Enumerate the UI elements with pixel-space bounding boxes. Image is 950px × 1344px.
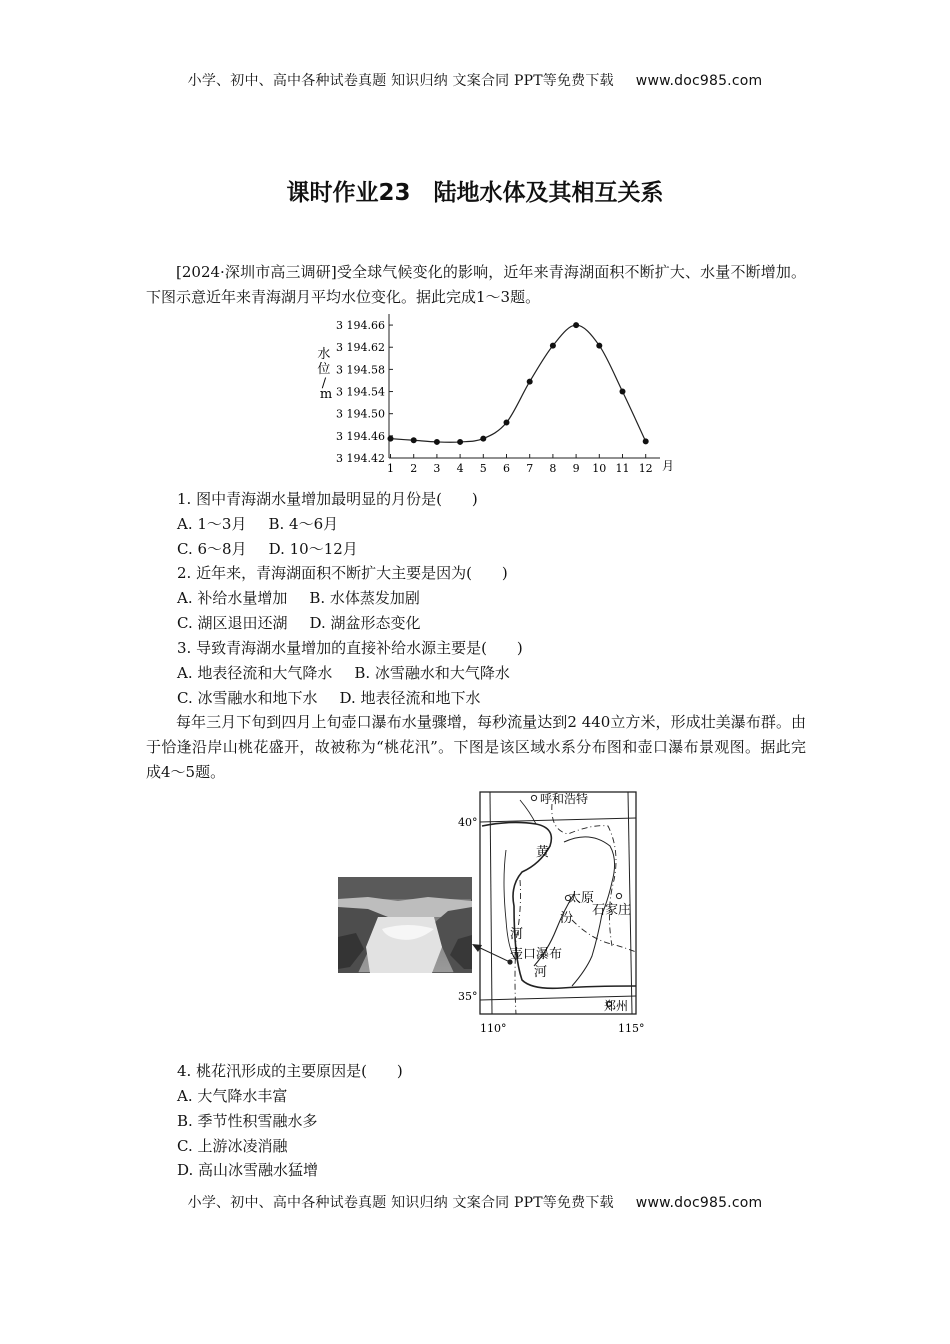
hukou-falls-label: 壶口瀑布 bbox=[510, 947, 563, 962]
q3-option-c[interactable]: C. 冰雪融水和地下水 bbox=[177, 689, 318, 707]
river-label-huang: 黄 bbox=[536, 845, 550, 860]
x-tick-label: 5 bbox=[479, 462, 487, 475]
q3-option-d[interactable]: D. 地表径流和地下水 bbox=[339, 689, 481, 707]
y-tick-label: 3 194.46 bbox=[336, 429, 385, 443]
data-points bbox=[388, 322, 649, 445]
x-tick-label: 1 bbox=[387, 462, 394, 475]
data-point bbox=[411, 437, 417, 443]
x-tick-label: 10 bbox=[592, 462, 607, 475]
footer-site[interactable]: www.doc985.com bbox=[635, 1195, 763, 1211]
x-tick-label: 8 bbox=[549, 462, 557, 475]
q3-options-row1 bbox=[177, 662, 510, 683]
q1-option-b[interactable]: B. 4～6月 bbox=[268, 515, 339, 533]
y-tick-label: 3 194.66 bbox=[336, 319, 385, 333]
city-label-hohhot: 呼和浩特 bbox=[540, 792, 589, 806]
q1-options-row2 bbox=[177, 538, 358, 559]
q4-option-d[interactable]: D. 高山冰雪融水猛增 bbox=[177, 1161, 319, 1179]
y-tick-label: 3 194.54 bbox=[336, 385, 385, 399]
x-tick-label: 2 bbox=[410, 462, 418, 475]
river-label-he-1: 河 bbox=[510, 927, 524, 942]
q1-option-c[interactable]: C. 6～8月 bbox=[177, 540, 247, 558]
q4-option-b[interactable]: B. 季节性积雪融水多 bbox=[177, 1112, 318, 1130]
q4-option-a[interactable]: A. 大气降水丰富 bbox=[177, 1087, 288, 1105]
q3-stem: 3. 导致青海湖水量增加的直接补给水源主要是( ) bbox=[177, 639, 523, 657]
lon-110-label: 110° bbox=[480, 1022, 507, 1035]
intro-paragraph-1: [2024·深圳市高三调研]受全球气候变化的影响，近年来青海湖面积不断扩大、水量不断增加。下图示意近年来青海湖月平均水位变化。据此完成1～3题。 bbox=[146, 263, 806, 306]
lat-40-label: 40° bbox=[458, 816, 478, 829]
q2-option-b[interactable]: B. 水体蒸发加剧 bbox=[309, 589, 420, 607]
river-system-map bbox=[452, 790, 652, 1035]
q3-option-b[interactable]: B. 冰雪融水和大气降水 bbox=[354, 664, 510, 682]
pointer-arrow bbox=[470, 940, 516, 966]
city-hohhot bbox=[531, 795, 536, 800]
ylabel-char-4: m bbox=[319, 387, 333, 402]
q1-options-row1 bbox=[177, 513, 338, 534]
q2-stem: 2. 近年来，青海湖面积不断扩大主要是因为( ) bbox=[177, 564, 508, 582]
city-shijiazhuang bbox=[616, 893, 621, 898]
data-point bbox=[434, 439, 440, 445]
y-tick-label: 3 194.62 bbox=[336, 341, 385, 355]
ylabel-char-1: 水 bbox=[317, 347, 331, 362]
q2-option-c[interactable]: C. 湖区退田还湖 bbox=[177, 614, 288, 632]
y-tick-label: 3 194.50 bbox=[336, 407, 385, 421]
lon-115-label: 115° bbox=[618, 1022, 645, 1035]
q1-option-d[interactable]: D. 10～12月 bbox=[268, 540, 358, 558]
q1-stem: 1. 图中青海湖水量增加最明显的月份是( ) bbox=[177, 490, 478, 508]
data-point bbox=[596, 343, 602, 349]
y-tick-label: 3 194.42 bbox=[336, 452, 385, 465]
city-label-shijiazhuang: 石家庄 bbox=[592, 903, 632, 918]
header-site[interactable]: www.doc985.com bbox=[635, 73, 763, 89]
x-tick-label: 12 bbox=[638, 462, 653, 475]
q3-option-a[interactable]: A. 地表径流和大气降水 bbox=[177, 664, 333, 682]
x-axis-ticks bbox=[387, 454, 653, 475]
river-label-fen: 汾 bbox=[560, 911, 574, 926]
q2-options-row1 bbox=[177, 587, 420, 608]
data-point bbox=[527, 379, 533, 385]
series-line bbox=[391, 325, 646, 442]
x-tick-label: 3 bbox=[433, 462, 441, 475]
data-point bbox=[620, 389, 626, 395]
q2-option-d[interactable]: D. 湖盆形态变化 bbox=[309, 614, 421, 632]
x-axis-label: 月 bbox=[662, 459, 675, 473]
q4-option-c[interactable]: C. 上游冰凌消融 bbox=[177, 1137, 288, 1155]
ylabel-char-3: / bbox=[321, 376, 327, 391]
provincial-border-3 bbox=[572, 920, 636, 952]
data-point bbox=[480, 436, 486, 442]
intro-paragraph-2: 每年三月下旬到四月上旬壶口瀑布水量骤增，每秒流量达到2 440立方米，形成壮美瀑布群。由于恰逢沿岸山桃花盛开，故被称为“桃花汛”。下图是该区域水系分布图和壶口瀑布景观图。据此完成4～5题。 bbox=[146, 713, 806, 781]
page-footer bbox=[0, 1192, 950, 1212]
data-point bbox=[457, 439, 463, 445]
data-point bbox=[643, 438, 649, 444]
q1-option-a[interactable]: A. 1～3月 bbox=[177, 515, 247, 533]
y-axis-ticks bbox=[336, 319, 393, 465]
x-tick-label: 11 bbox=[615, 462, 630, 475]
data-point bbox=[550, 343, 556, 349]
ylabel-char-2: 位 bbox=[317, 362, 331, 377]
river-label-he-2: 河 bbox=[534, 965, 548, 980]
parallel-40 bbox=[480, 818, 636, 822]
q2-options-row2 bbox=[177, 612, 421, 633]
page-title: 课时作业23 陆地水体及其相互关系 bbox=[286, 180, 664, 206]
data-point bbox=[504, 420, 510, 426]
header-text: 小学、初中、高中各种试卷真题 知识归纳 文案合同 PPT等免费下载 bbox=[187, 73, 614, 89]
y-tick-label: 3 194.58 bbox=[336, 363, 385, 377]
q3-options-row2 bbox=[177, 687, 481, 708]
city-label-zhengzhou: 郑州 bbox=[604, 999, 629, 1013]
x-tick-label: 7 bbox=[526, 462, 534, 475]
footer-text: 小学、初中、高中各种试卷真题 知识归纳 文案合同 PPT等免费下载 bbox=[187, 1195, 614, 1211]
data-point bbox=[388, 436, 394, 442]
q4-stem: 4. 桃花汛形成的主要原因是( ) bbox=[177, 1062, 403, 1080]
x-tick-label: 4 bbox=[456, 462, 464, 475]
x-tick-label: 9 bbox=[572, 462, 580, 475]
x-tick-label: 6 bbox=[503, 462, 510, 475]
q2-option-a[interactable]: A. 补给水量增加 bbox=[177, 589, 288, 607]
water-level-chart bbox=[310, 306, 680, 476]
lat-35-label: 35° bbox=[458, 990, 478, 1003]
city-label-taiyuan: 太原 bbox=[568, 891, 595, 906]
y-axis-label bbox=[317, 346, 334, 402]
page-header bbox=[0, 70, 950, 90]
data-point bbox=[573, 322, 579, 328]
